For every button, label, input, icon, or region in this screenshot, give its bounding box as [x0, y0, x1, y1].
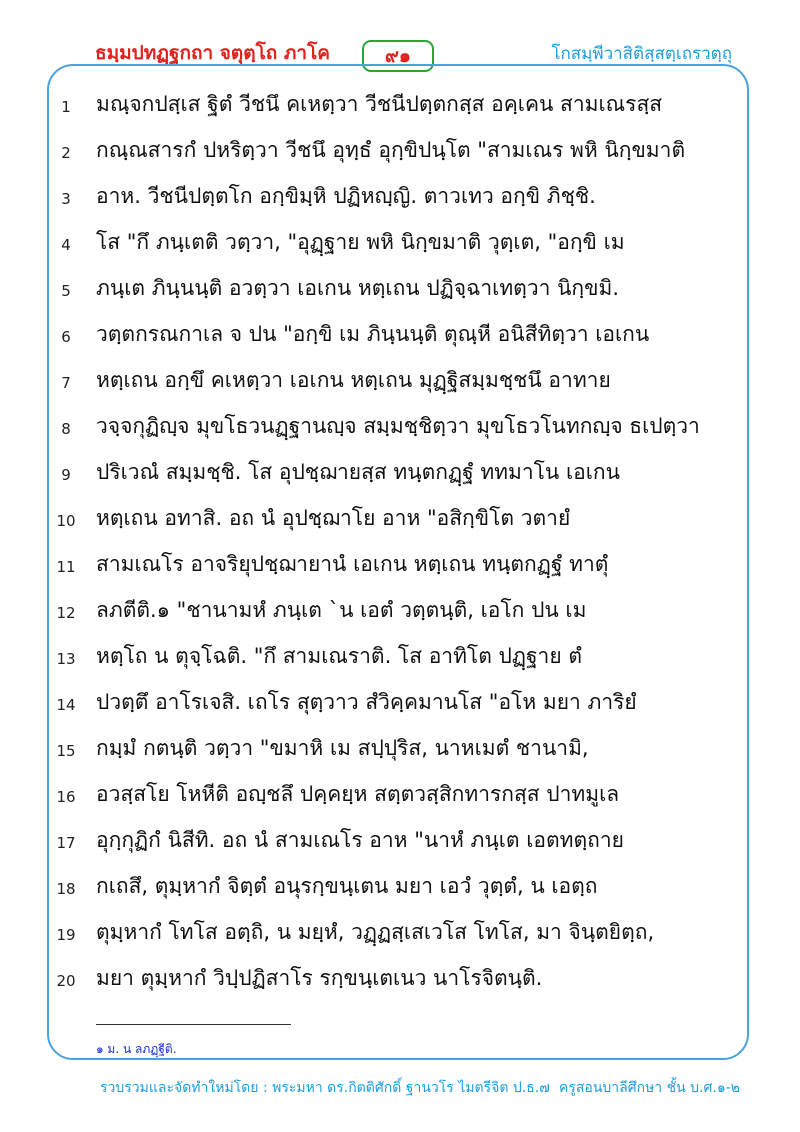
footer-credit: รวบรวมและจัดทำใหม่โดย : พระมหา ดร.กิตติศักดิ์ ฐานวโร ไมตรีจิต ป.ธ.๗ — [100, 1080, 550, 1096]
line-number: 9 — [61, 466, 71, 484]
line-number: 4 — [61, 236, 71, 254]
line-number: 1 — [61, 98, 71, 116]
line-text: มณฺจกปสฺเส ฐิตํ วีชนึ คเหตฺวา วีชนีปตฺตกสฺส อคฺเคน สามเณรสฺส — [96, 92, 663, 116]
line-text: กมฺมํ กตนฺติ วตฺวา "ขมาหิ เม สปฺปุริส, นาหเมตํ ชานามิ, — [96, 736, 589, 760]
line-13 — [0, 636, 800, 676]
line-number: 16 — [56, 788, 76, 806]
line-20 — [0, 958, 800, 998]
line-text: หตฺเถน อทาสิ. อถ นํ อุปชฺฌาโย อาห "อสิกฺขิโต วตายํ — [96, 506, 571, 530]
line-text: หตฺเถน อกฺขึ คเหตฺวา เอเกน หตฺเถน มุฏฺฐิสมฺมชฺชนึ อาทาย — [96, 368, 611, 392]
line-11 — [0, 544, 800, 584]
line-number: 2 — [61, 144, 71, 162]
line-18 — [0, 866, 800, 906]
line-number: 12 — [56, 604, 76, 622]
line-text: หตฺโถ น ตุจฺโฉติ. "กึ สามเณราติ. โส อาทิโต ปฏฺฐาย ตํ — [96, 644, 582, 668]
line-2 — [0, 130, 800, 170]
line-text: วจฺจกุฏิญฺจ มุขโธวนฏฺฐานญฺจ สมฺมชฺชิตฺวา มุขโธวโนทกญฺจ ธเปตฺวา — [96, 414, 700, 438]
line-number: 6 — [61, 328, 71, 346]
line-text: อวสฺสโย โหหีติ อญฺชลึ ปคฺคยฺห สตฺตวสฺสิกทารกสฺส ปาทมูเล — [96, 782, 620, 806]
line-16 — [0, 774, 800, 814]
line-text: ปวตฺตึ อาโรเจสิ. เถโร สุตฺวาว สํวิคฺคมานโส "อโห มยา ภาริยํ — [96, 690, 637, 714]
line-17 — [0, 820, 800, 860]
footnote: ๑ ม. น ลภฏฺฐีติ. — [96, 1042, 177, 1056]
line-text: ตุมฺหากํ โทโส อตฺถิ, น มยฺหํ, วฏฺฏสฺเสเวโส โทโส, มา จินฺตยิตฺถ, — [96, 920, 655, 944]
line-text: ปริเวณํ สมฺมชฺชิ. โส อุปชฺฌายสฺส ทนฺตกฏฺฐํ ททมาโน เอเกน — [96, 460, 620, 484]
line-number: 5 — [61, 282, 71, 300]
line-text: กเถสึ, ตุมฺหากํ จิตฺตํ อนุรกฺขนฺเตน มยา เอวํ วุตฺตํ, น เอตฺถ — [96, 874, 598, 898]
line-5 — [0, 268, 800, 308]
line-12 — [0, 590, 800, 630]
line-text: อาห. วีชนีปตฺตโก อกฺขิมฺหิ ปฏิหญฺญิ. ตาวเทว อกฺขิ ภิชฺชิ. — [96, 184, 596, 208]
line-19 — [0, 912, 800, 952]
line-7 — [0, 360, 800, 400]
footnote-rule — [96, 1024, 291, 1025]
line-text: สามเณโร อาจริยุปชฺฌายานํ เอเกน หตฺเถน ทนฺตกฏฺฐํ ทาตุํ — [96, 552, 609, 576]
line-14 — [0, 682, 800, 722]
line-text: อุกฺกุฏิกํ นิสีทิ. อถ นํ สามเณโร อาห "นาหํ ภนฺเต เอตทตฺถาย — [96, 828, 624, 852]
line-number: 19 — [56, 926, 76, 944]
line-15 — [0, 728, 800, 768]
line-number: 14 — [56, 696, 76, 714]
line-text: มยา ตุมฺหากํ วิปฺปฏิสาโร รกฺขนฺเตเนว นาโรจิตนฺติ. — [96, 966, 543, 990]
line-3 — [0, 176, 800, 216]
header-title-left: ธมฺมปทฏฺฐกถา จตุตฺโถ ภาโค — [95, 42, 331, 64]
line-1 — [0, 84, 800, 124]
line-text: โส "กึ ภนฺเตติ วตฺวา, "อุฏฺฐาย พหิ นิกฺขมาติ วุตฺเต, "อกฺขิ เม — [96, 230, 625, 254]
line-text: ลภตีติ.๑ "ชานามหํ ภนฺเต `น เอตํ วตฺตนฺติ, เอโก ปน เม — [96, 598, 587, 622]
footer-course: ครูสอนบาลีศึกษา ชั้น บ.ศ.๑-๒ — [558, 1080, 740, 1096]
line-4 — [0, 222, 800, 262]
line-8 — [0, 406, 800, 446]
line-number: 20 — [56, 972, 76, 990]
line-number: 8 — [61, 420, 71, 438]
line-text: ภนฺเต ภินฺนนฺติ อวตฺวา เอเกน หตฺเถน ปฏิจฺฉาเทตฺวา นิกฺขมิ. — [96, 276, 620, 300]
line-10 — [0, 498, 800, 538]
line-number: 15 — [56, 742, 76, 760]
line-number: 3 — [61, 190, 71, 208]
line-number: 18 — [56, 880, 76, 898]
line-text: กณฺณสารกํ ปหริตฺวา วีชนึ อุทฺธํ อุกฺขิปนฺโต "สามเณร พหิ นิกฺขมาติ — [96, 138, 686, 162]
line-6 — [0, 314, 800, 354]
line-text: วตฺตกรณกาเล จ ปน "อกฺขิ เม ภินฺนนฺติ ตุณฺหี อนิสีทิตฺวา เอเกน — [96, 322, 650, 346]
page-number-box: ๙๑ — [362, 40, 434, 72]
line-number: 10 — [56, 512, 76, 530]
line-number: 7 — [61, 374, 71, 392]
line-number: 11 — [56, 558, 76, 576]
line-9 — [0, 452, 800, 492]
line-number: 13 — [56, 650, 76, 668]
line-number: 17 — [56, 834, 76, 852]
header-title-right: โกสมฺพีวาสิติสฺสตฺเถรวตฺถุ — [551, 44, 732, 64]
